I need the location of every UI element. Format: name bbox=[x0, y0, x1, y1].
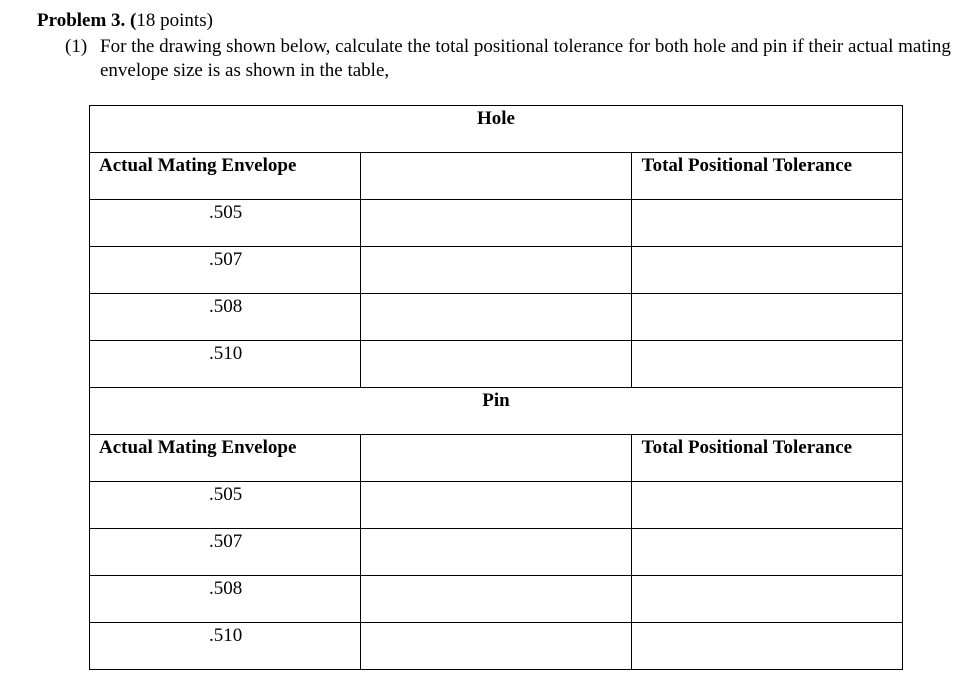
pin-header-envelope: Actual Mating Envelope bbox=[90, 435, 361, 482]
pin-title: Pin bbox=[90, 388, 903, 435]
table-row bbox=[90, 482, 903, 529]
table-row bbox=[90, 247, 903, 294]
problem-label: Problem 3. ( bbox=[37, 10, 137, 31]
hole-tolerance-cell[interactable] bbox=[631, 200, 902, 247]
pin-envelope-value: .505 bbox=[90, 482, 361, 529]
hole-envelope-value: .510 bbox=[90, 341, 361, 388]
hole-tolerance-cell[interactable] bbox=[631, 294, 902, 341]
hole-envelope-value: .507 bbox=[90, 247, 361, 294]
tolerance-table bbox=[89, 105, 903, 670]
hole-title: Hole bbox=[90, 106, 903, 153]
pin-envelope-value: .510 bbox=[90, 623, 361, 670]
hole-envelope-value: .508 bbox=[90, 294, 361, 341]
pin-blank-cell[interactable] bbox=[361, 623, 631, 670]
table-row bbox=[90, 529, 903, 576]
problem-heading bbox=[37, 9, 213, 33]
pin-envelope-value: .507 bbox=[90, 529, 361, 576]
hole-tolerance-cell[interactable] bbox=[631, 341, 902, 388]
pin-title-row bbox=[90, 388, 903, 435]
pin-header-row bbox=[90, 435, 903, 482]
pin-header-tolerance: Total Positional Tolerance bbox=[631, 435, 902, 482]
table-row bbox=[90, 294, 903, 341]
pin-envelope-value: .508 bbox=[90, 576, 361, 623]
pin-blank-cell[interactable] bbox=[361, 482, 631, 529]
pin-tolerance-cell[interactable] bbox=[631, 623, 902, 670]
hole-blank-cell[interactable] bbox=[361, 294, 631, 341]
hole-header-blank bbox=[361, 153, 631, 200]
table-row bbox=[90, 341, 903, 388]
pin-tolerance-cell[interactable] bbox=[631, 576, 902, 623]
table-row bbox=[90, 576, 903, 623]
question-number: (1) bbox=[65, 36, 88, 57]
hole-envelope-value: .505 bbox=[90, 200, 361, 247]
hole-title-row bbox=[90, 106, 903, 153]
question-1 bbox=[65, 35, 955, 83]
problem-points: 18 points) bbox=[136, 10, 213, 31]
hole-blank-cell[interactable] bbox=[361, 341, 631, 388]
table-row bbox=[90, 623, 903, 670]
pin-header-blank bbox=[361, 435, 631, 482]
table-row bbox=[90, 200, 903, 247]
hole-header-tolerance: Total Positional Tolerance bbox=[631, 153, 902, 200]
question-text: For the drawing shown below, calculate the total positional tolerance for both hole and pin if their actual mating envelope size is as shown in the table, bbox=[100, 36, 951, 81]
hole-header-row bbox=[90, 153, 903, 200]
pin-blank-cell[interactable] bbox=[361, 576, 631, 623]
pin-blank-cell[interactable] bbox=[361, 529, 631, 576]
hole-blank-cell[interactable] bbox=[361, 247, 631, 294]
hole-blank-cell[interactable] bbox=[361, 200, 631, 247]
pin-tolerance-cell[interactable] bbox=[631, 482, 902, 529]
hole-tolerance-cell[interactable] bbox=[631, 247, 902, 294]
pin-tolerance-cell[interactable] bbox=[631, 529, 902, 576]
hole-header-envelope: Actual Mating Envelope bbox=[90, 153, 361, 200]
